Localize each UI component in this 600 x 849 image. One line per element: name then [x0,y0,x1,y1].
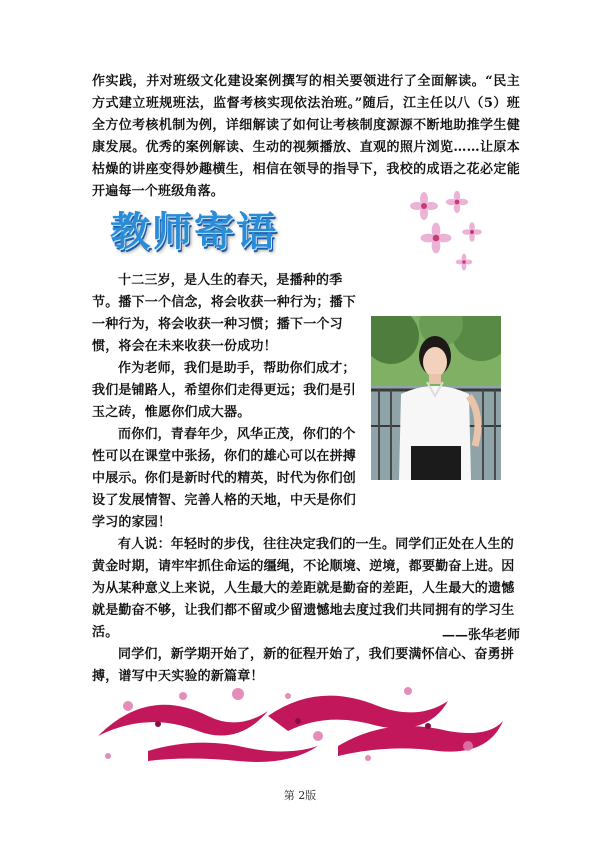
message-paragraph: 有人说：年轻时的步伐，往往决定我们的一生。同学们正处在人生的黄金时期，请牢牢抓住命运的缰绳，不论顺境、逆境，都要勤奋上进。因为从某种意义上来说，人生最大的差距就是勤奋的差距，人生最大的遗憾就是勤奋不够，让我们都不留或少留遗憾地去度过我们共同拥有的学习生活。 [92,537,515,640]
intro-paragraph: 作实践，并对班级文化建设案例撰写的相关要领进行了全面解读。“民主方式建立班规班法，监督考核实现依法治班。”随后，江主任以八（5）班全方位考核机制为例，详细解读了如何让考核制度源源不断地助推学生健康发展。优秀的案例解读、生动的视频播放、直观的照片浏览……让原本枯燥的讲座变得妙趣横生，相信在领导的指导下，我校的成语之花必定能开遍每一个班级角落。 [92,74,520,199]
page-number: 第 2版 [283,789,317,802]
flower-decoration-icon [402,188,492,274]
section-title: 教师寄语 [110,209,278,255]
signature: ——张华老师 [441,628,520,643]
message-paragraph: 同学们，新学期开始了，新的征程开始了，我们要满怀信心、奋勇拼搏，谱写中天实验的新篇章！ [92,647,515,684]
floral-swirl-icon [88,676,508,766]
message-paragraph: 作为老师，我们是助手，帮助你们成才；我们是铺路人，希望你们走得更远；我们是引玉之砖，惟愿你们成大器。 [92,361,357,420]
message-paragraph: 十二三岁，是人生的春天，是播种的季节。播下一个信念，将会收获一种行为；播下一种行为，将会收获一种习惯；播下一个习惯，将会在未来收获一份成功！ [92,273,357,354]
message-paragraph: 而你们，青春年少，风华正茂，你们的个性可以在课堂中张扬，你们的雄心可以在拼搏中展示。你们是新时代的精英，时代为你们创设了发展情智、完善人格的天地，中天是你们学习的家园！ [92,427,357,530]
